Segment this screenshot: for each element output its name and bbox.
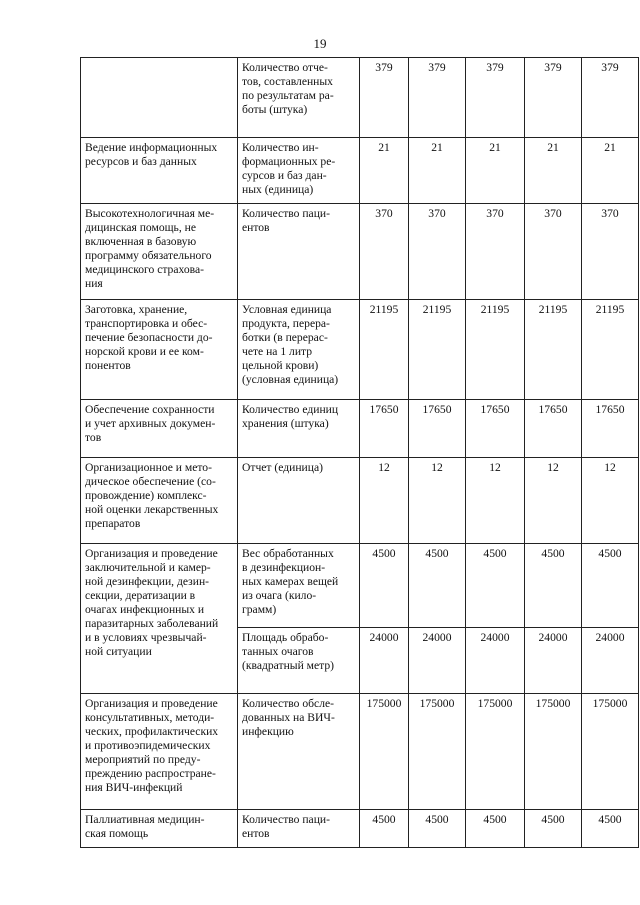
value-cell: 24000 xyxy=(360,628,409,694)
service-name-cell xyxy=(81,58,238,138)
value-cell: 21195 xyxy=(360,300,409,400)
table-row xyxy=(81,138,639,204)
table-row xyxy=(81,300,639,400)
value-cell: 17650 xyxy=(360,400,409,458)
value-cell: 370 xyxy=(582,204,639,300)
value-cell: 12 xyxy=(466,458,525,544)
value-cell: 17650 xyxy=(466,400,525,458)
value-cell: 21 xyxy=(525,138,582,204)
value-cell: 17650 xyxy=(525,400,582,458)
value-cell: 4500 xyxy=(409,544,466,628)
value-cell: 21195 xyxy=(409,300,466,400)
service-name-cell: Обеспечение сохранности и учет архивных докумен- тов xyxy=(81,400,238,458)
table-row xyxy=(81,810,639,848)
service-name-cell: Высокотехнологичная ме- дицинская помощь, не включенная в базовую программу обязательного медицинского страхова- ния xyxy=(81,204,238,300)
value-cell: 17650 xyxy=(409,400,466,458)
value-cell: 370 xyxy=(360,204,409,300)
unit-cell: Отчет (единица) xyxy=(238,458,360,544)
value-cell: 12 xyxy=(525,458,582,544)
service-name-cell: Организация и проведение заключительной и камер- ной дезинфекции, дезин- секции, дератизации в очагах инфекционных и паразитарных заболеваний и в условиях чрезвычай- ной ситуации xyxy=(81,544,238,694)
value-cell: 24000 xyxy=(525,628,582,694)
value-cell: 21195 xyxy=(525,300,582,400)
unit-cell: Площадь обрабо- танных очагов (квадратный метр) xyxy=(238,628,360,694)
service-name-cell: Организационное и мето- дическое обеспечение (со- провождение) комплекс- ной оценки лекарственных препаратов xyxy=(81,458,238,544)
table-row xyxy=(81,400,639,458)
value-cell: 4500 xyxy=(409,810,466,848)
value-cell: 175000 xyxy=(409,694,466,810)
value-cell: 4500 xyxy=(525,810,582,848)
unit-cell: Количество единиц хранения (штука) xyxy=(238,400,360,458)
value-cell: 175000 xyxy=(582,694,639,810)
table-row xyxy=(81,58,639,138)
unit-cell: Количество паци- ентов xyxy=(238,204,360,300)
service-name-cell: Паллиативная медицин- ская помощь xyxy=(81,810,238,848)
value-cell: 12 xyxy=(409,458,466,544)
value-cell: 21 xyxy=(466,138,525,204)
service-name-cell: Организация и проведение консультативных, методи- ческих, профилактических и противоэпидемических мероприятий по преду- преждению распростране- ния ВИЧ-инфекций xyxy=(81,694,238,810)
table-row xyxy=(81,694,639,810)
services-table xyxy=(80,57,639,848)
value-cell: 175000 xyxy=(466,694,525,810)
value-cell: 175000 xyxy=(525,694,582,810)
value-cell: 12 xyxy=(582,458,639,544)
value-cell: 24000 xyxy=(466,628,525,694)
value-cell: 17650 xyxy=(582,400,639,458)
value-cell: 4500 xyxy=(525,544,582,628)
value-cell: 370 xyxy=(525,204,582,300)
table-row xyxy=(81,458,639,544)
page-number: 19 xyxy=(313,36,327,51)
value-cell: 379 xyxy=(525,58,582,138)
value-cell: 12 xyxy=(360,458,409,544)
unit-cell: Вес обработанных в дезинфекцион- ных камерах вещей из очага (кило- грамм) xyxy=(238,544,360,628)
table-row xyxy=(81,204,639,300)
value-cell: 4500 xyxy=(466,810,525,848)
value-cell: 4500 xyxy=(582,810,639,848)
unit-cell: Количество ин- формационных ре- сурсов и баз дан- ных (единица) xyxy=(238,138,360,204)
value-cell: 21195 xyxy=(466,300,525,400)
value-cell: 379 xyxy=(466,58,525,138)
value-cell: 21 xyxy=(582,138,639,204)
service-name-cell: Ведение информационных ресурсов и баз данных xyxy=(81,138,238,204)
unit-cell: Количество паци- ентов xyxy=(238,810,360,848)
value-cell: 21 xyxy=(409,138,466,204)
value-cell: 370 xyxy=(409,204,466,300)
value-cell: 24000 xyxy=(409,628,466,694)
value-cell: 379 xyxy=(582,58,639,138)
unit-cell: Количество обсле- дованных на ВИЧ- инфекцию xyxy=(238,694,360,810)
unit-cell: Количество отче- тов, составленных по результатам ра- боты (штука) xyxy=(238,58,360,138)
value-cell: 4500 xyxy=(360,544,409,628)
value-cell: 175000 xyxy=(360,694,409,810)
service-name-cell: Заготовка, хранение, транспортировка и обес- печение безопасности до- норской крови и ее ком- понентов xyxy=(81,300,238,400)
value-cell: 21195 xyxy=(582,300,639,400)
value-cell: 4500 xyxy=(360,810,409,848)
value-cell: 370 xyxy=(466,204,525,300)
value-cell: 379 xyxy=(409,58,466,138)
value-cell: 24000 xyxy=(582,628,639,694)
value-cell: 4500 xyxy=(582,544,639,628)
value-cell: 21 xyxy=(360,138,409,204)
value-cell: 379 xyxy=(360,58,409,138)
table-row xyxy=(81,544,639,628)
unit-cell: Условная единица продукта, перера- ботки (в перерас- чете на 1 литр цельной крови) (условная единица) xyxy=(238,300,360,400)
value-cell: 4500 xyxy=(466,544,525,628)
services-table-body xyxy=(81,58,639,848)
